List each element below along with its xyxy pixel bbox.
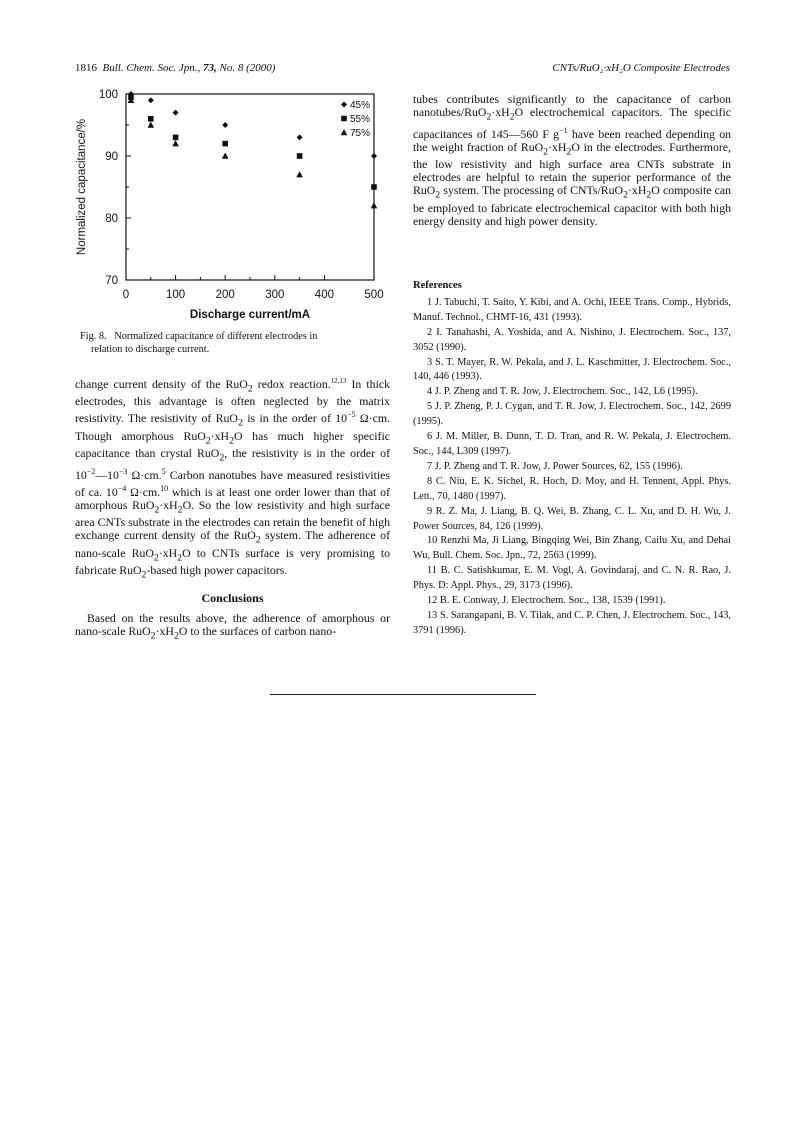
point-triangle	[222, 153, 229, 159]
x-axis-label: Discharge current/mA	[189, 309, 311, 321]
point-diamond	[222, 122, 228, 128]
y-axis-label: Normalized capacitance/%	[76, 118, 88, 256]
point-square	[371, 184, 377, 190]
references-heading: References	[413, 280, 462, 291]
journal-name: Bull. Chem. Soc. Jpn.,	[102, 62, 201, 74]
point-diamond	[371, 153, 377, 159]
reference-item: 7 J. P. Zheng and T. R. Jow, J. Power Sources, 62, 155 (1996).	[427, 460, 683, 472]
references-section	[413, 279, 731, 639]
figure-caption	[80, 330, 385, 356]
reference-item: 11 B. C. Satishkumar, E. M. Vogl, A. Govindaraj, and C. N. R. Rao, J. Phys. D: Appl. Phys., 29, 3173 (1996).	[413, 565, 731, 592]
x-tick-label: 300	[265, 289, 285, 301]
point-triangle	[172, 140, 179, 146]
journal-volume: 73,	[203, 62, 217, 74]
y-tick-label: 90	[105, 151, 118, 163]
point-diamond	[148, 97, 154, 103]
chart-axes	[99, 89, 384, 301]
reference-item: 2 I. Tanahashi, A. Yoshida, and A. Nishino, J. Electrochem. Soc., 137, 3052 (1990).	[413, 326, 731, 353]
point-square	[148, 116, 154, 122]
point-square	[173, 135, 179, 141]
paragraph-resistivity: change current density of the RuO$_2$ redox reaction.$^{12,13}$ In thick electrodes, this advantage is often neglected by the matrix resistivity. The resistivity of RuO$_2$ is in the order of $10^{-5}$ Ω·cm. Though amorphous $RuO_2\cdot xH_2O$ has much higher specific capacitance than crystal RuO$_2$, the resistivity is in the order of $10^{-2}—10^{-3}$ Ω·cm.$^5$ Carbon nanotubes have measured resistivities of ca. $10^{-4}$ Ω·cm.$^{10}$ which is at least one order lower than that of amorphous $RuO_2\cdot xH_2O$. So the low resistivity and high surface area CNTs substrate in the electrodes can retain the benefit of high exchange current density of the RuO$_2$ system. The adherence of nano-scale $RuO_2\cdot xH_2O$ to CNTs surface is very promising to fabricate RuO$_2$-based high power capacitors.	[75, 376, 391, 581]
reference-item: 1 J. Tabuchi, T. Saito, Y. Kibi, and A. Ochi, IEEE Trans. Comp., Hybrids, Manuf. Technol., CHMT-16, 431 (1993).	[413, 296, 731, 323]
x-tick-label: 100	[166, 289, 186, 301]
paragraph-conclusions: Based on the results above, the adherence of amorphous or nano-scale $RuO_2\cdot xH_2O$ to the surfaces of carbon nano-	[75, 610, 390, 642]
reference-item: 9 R. Z. Ma, J. Liang, B. Q. Wei, B. Zhang, C. L. Xu, and D. H. Wu, J. Power Sources, 84, 126 (1999).	[413, 505, 731, 532]
reference-item: 4 J. P. Zheng and T. R. Jow, J. Electrochem. Soc., 142, L6 (1995).	[427, 386, 698, 398]
y-tick-label: 70	[105, 275, 118, 287]
chart-marks	[128, 91, 378, 208]
plot-frame	[126, 94, 374, 280]
capacitance-chart	[68, 84, 398, 324]
legend-label: 75%	[350, 128, 371, 139]
point-triangle	[371, 202, 378, 208]
footer-rule	[270, 694, 536, 695]
conclusions-heading: Conclusions	[201, 590, 264, 605]
x-tick-label: 400	[314, 289, 334, 301]
right-column-text	[413, 93, 731, 228]
running-header-left	[75, 62, 275, 74]
legend-marker-triangle	[341, 129, 348, 135]
reference-item: 3 S. T. Mayer, R. W. Pekala, and J. L. Kaschmitter, J. Electrochem. Soc., 140, 446 (1993).	[413, 356, 731, 383]
point-square	[297, 153, 303, 159]
y-tick-label: 80	[105, 213, 118, 225]
reference-item: 6 J. M. Miller, B. Dunn, T. D. Tran, and R. W. Pekala, J. Electrochem. Soc., 144, L309 (1997).	[413, 431, 731, 457]
legend-label: 55%	[350, 114, 371, 125]
caption-label: Fig. 8.	[80, 331, 107, 342]
legend-label: 45%	[350, 100, 371, 111]
reference-item: 8 C. Niu, E. K. Sichel, R. Hoch, D. Moy, and H. Tennent, Appl. Phys. Lett., 70, 1480 (1997).	[413, 475, 731, 502]
legend-marker-diamond	[341, 102, 347, 108]
x-tick-label: 0	[122, 289, 130, 301]
running-title: CNTs/RuO₂·xH₂O Composite Electrodes	[552, 62, 730, 74]
caption-line1: Normalized capacitance of different electrodes in	[114, 331, 318, 342]
x-tick-label: 500	[364, 289, 384, 301]
point-triangle	[148, 122, 155, 128]
point-square	[222, 141, 228, 147]
left-column	[75, 375, 390, 642]
point-diamond	[173, 110, 179, 116]
chart-legend	[341, 100, 370, 139]
caption-line2: relation to discharge current.	[91, 344, 210, 355]
page-number: 1816	[75, 62, 97, 74]
paragraph-conclusions-cont: tubes contributes significantly to the capacitance of carbon nanotubes/$RuO_2\cdot xH_2O$ electrochemical capacitors. The specific capacitances of 145—560 F $g^{-1}$ have been reached depending on the weight fraction of $RuO_2\cdot xH_2O$ in the electrodes. Furthermore, the low resistivity and high surface area CNTs substrate in electrodes are helpful to retain the superior performance of the RuO$_2$ system. The processing of CNTs/$RuO_2\cdot xH_2O$ composite can be employed to fabricate electrochemical capacitor with both high energy density and high power density.	[413, 92, 731, 228]
point-triangle	[296, 171, 303, 177]
reference-item: 10 Renzhi Ma, Ji Liang, Bingqing Wei, Bin Zhang, Cailu Xu, and Dehai Wu, Bull. Chem. Soc. Jpn., 72, 2563 (1999).	[413, 535, 731, 562]
reference-item: 5 J. P. Zheng, P. J. Cygan, and T. R. Jow, J. Electrochem. Soc., 142, 2699 (1995).	[413, 401, 731, 428]
reference-item: 12 B. E. Conway, J. Electrochem. Soc., 138, 1539 (1991).	[427, 595, 666, 607]
reference-item: 13 S. Sarangapani, B. V. Tilak, and C. P. Chen, J. Electrochem. Soc., 143, 3791 (1996).	[413, 609, 731, 636]
journal-issue: No. 8 (2000)	[219, 62, 276, 74]
legend-marker-square	[341, 116, 347, 122]
y-tick-label: 100	[98, 89, 118, 101]
point-diamond	[297, 134, 303, 140]
x-tick-label: 200	[215, 289, 235, 301]
